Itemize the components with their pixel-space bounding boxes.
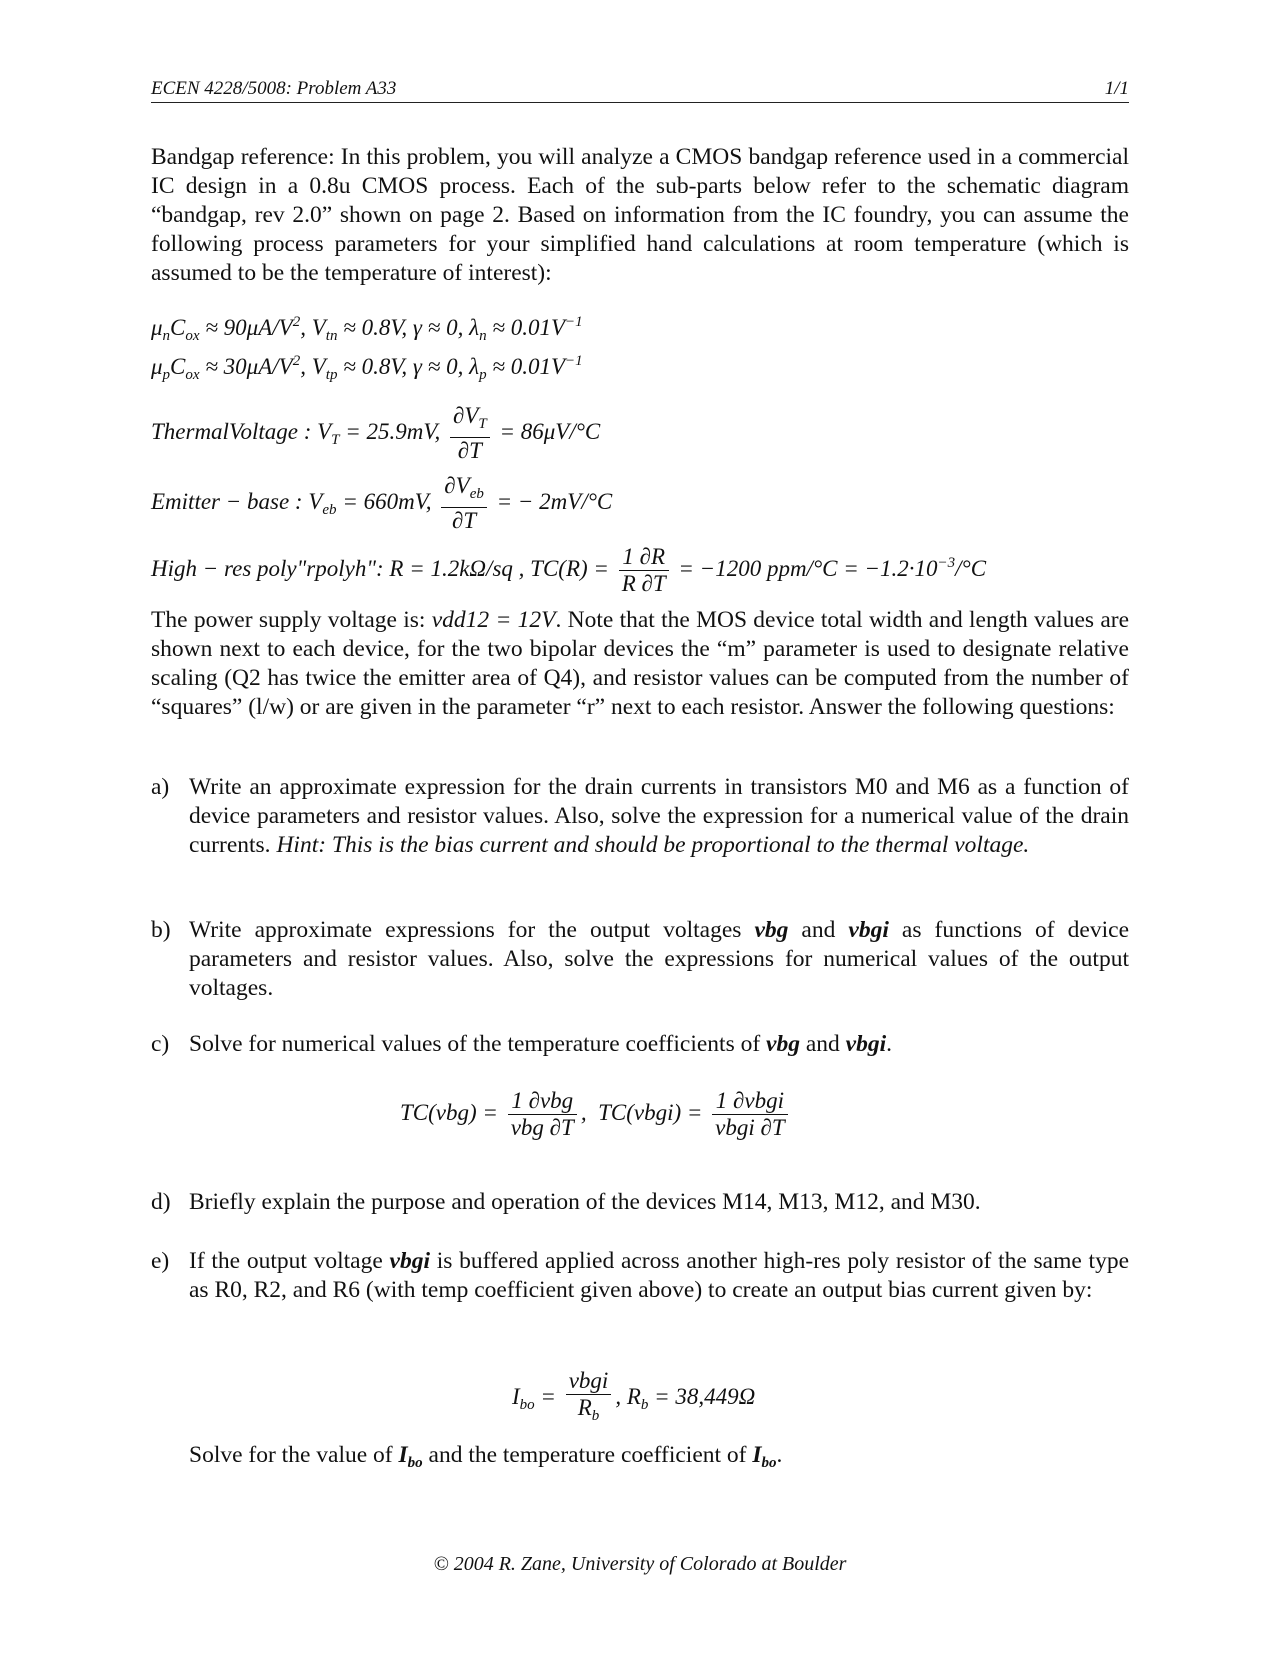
nmos-params: $\mu_nC_{ox} \approx 90\mu A/V^2$, $V_{tn} \approx 0.8V$, γ ≈ 0, $\lambda_n \approx 0.01V^{-1}$ xyxy=(151,314,583,344)
poly-resistor-eq: High − res poly"rpolyh": R = 1.2kΩ/sq , TC(R) = $\frac{1 \partial R}{R \partial T}$ = −1200 $ppm/^\circ C = -1.2\cdot 10^{-3}/^\circ C$ xyxy=(151,544,987,596)
supply-equation: vdd12 = 12V xyxy=(431,607,556,633)
pmos-params: $\mu_pC_{ox} \approx 30\mu A/V^2$, $V_{tp} \approx 0.8V$, γ ≈ 0, $\lambda_p \approx 0.01V^{-1}$ xyxy=(151,353,583,383)
output-current-eq: $I_{bo}$ = $\frac{\text{vbgi}}{R_b}$ , $R_b = 38,449\Omega$ xyxy=(512,1368,756,1424)
page-header xyxy=(151,78,1129,103)
thermal-derivative: $\frac{\partial V_T}{\partial T}$ xyxy=(450,403,490,464)
question-c: Solve for numerical values of the temperature coefficients of vbg and vbgi. xyxy=(189,1031,893,1057)
supply-paragraph: The power supply voltage is: vdd12 = 12V. Note that the MOS device total width and length values are shown next to each device, for the two bipolar devices the “m” parameter is used to designate relative scaling (Q2 has twice the emitter area of Q4), and resistor values can be computed from the number of “squares” (l/w) or are given in the parameter “r” next to each resistor. Answer the following questions: xyxy=(151,607,1130,720)
question-b-label: b) xyxy=(151,917,171,943)
thermal-voltage-eq: ThermalVoltage : $V_T = 25.9mV$, $\frac{\partial V_T}{\partial T}$ = 86μV/°C xyxy=(151,403,601,463)
question-e-task: Solve for the value of $I_{bo}$ and the temperature coefficient of $I_{bo}$. xyxy=(189,1442,783,1471)
emitter-base-eq: Emitter − base : $V_{eb} = 660mV$, $\frac{\partial V_{eb}}{\partial T}$ = − 2mV/°C xyxy=(151,473,613,533)
question-b: Write approximate expressions for the output voltages vbg and vbgi as functions of device parameters and resistor values. Also, solve the expressions for numerical values of the output voltages. xyxy=(189,917,1129,1001)
header-course: ECEN 4228/5008: Problem A33 xyxy=(151,78,397,99)
question-a-hint: Hint: This is the bias current and should be proportional to the thermal voltage. xyxy=(276,832,1030,858)
emitter-derivative: $\frac{\partial V_{eb}}{\partial T}$ xyxy=(441,473,487,534)
question-a: Write an approximate expression for the drain currents in transistors M0 and M6 as a function of device parameters and resistor values. Also, solve the expression for a numerical value of the drain currents. Hint: This is the bias current and should be proportional to the thermal voltage. xyxy=(189,774,1129,858)
page-footer: © 2004 R. Zane, University of Colorado at Boulder xyxy=(433,1553,847,1575)
question-e-label: e) xyxy=(151,1248,170,1274)
tc-equations: TC(vbg) = $\frac{\text{1 ∂vbg}}{\text{vbg ∂T}}$ , TC(vbgi) = $\frac{\text{1 ∂vbgi}}{\text{vbgi ∂T}}$ xyxy=(400,1088,792,1141)
question-c-label: c) xyxy=(151,1031,170,1057)
header-page-number: 1/1 xyxy=(1104,78,1129,99)
poly-derivative: $\frac{1 \partial R}{R \partial T}$ xyxy=(619,544,669,597)
question-e: If the output voltage vbgi is buffered applied across another high-res poly resistor of the same type as R0, R2, and R6 (with temp coefficient given above) to create an output bias current given by: xyxy=(189,1248,1129,1303)
question-a-label: a) xyxy=(151,774,170,800)
question-d: Briefly explain the purpose and operation of the devices M14, M13, M12, and M30. xyxy=(189,1189,981,1215)
intro-paragraph: Bandgap reference: In this problem, you will analyze a CMOS bandgap reference used in a commercial IC design in a 0.8u CMOS process. Each of the sub-parts below refer to the schematic diagram “bandgap, rev 2.0” shown on page 2. Based on information from the IC foundry, you can assume the following process parameters for your simplified hand calculations at room temperature (which is assumed to be the temperature of interest): xyxy=(151,144,1129,286)
question-d-label: d) xyxy=(151,1189,171,1215)
